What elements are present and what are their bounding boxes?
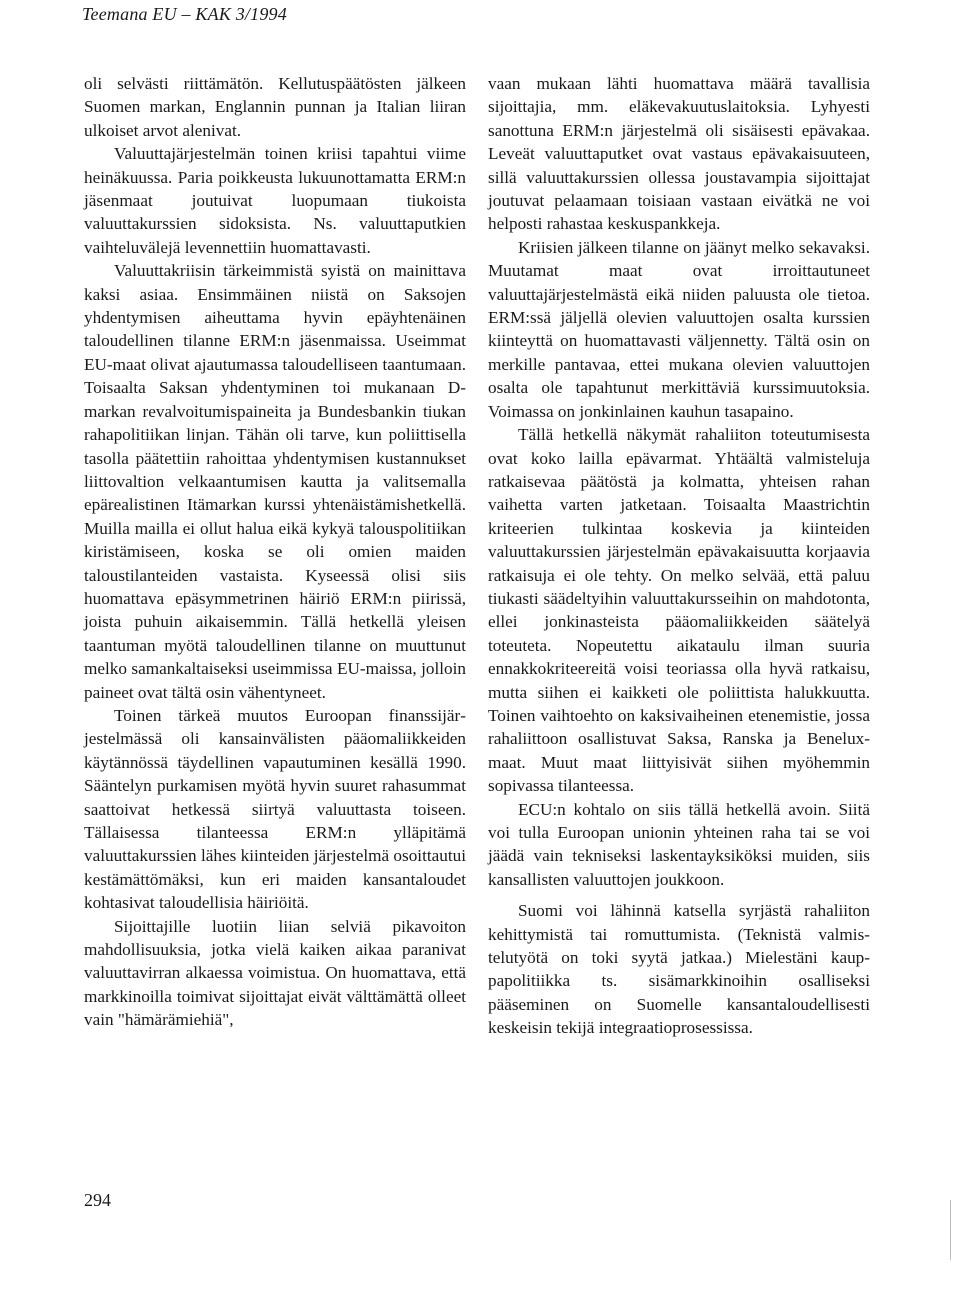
paragraph: Valuuttajärjestelmän toinen kriisi tapahtui viime heinäkuussa. Paria poikkeusta lukuunottamatta ERM:n jäsenmaat joutuivat luopumaan tiukoista valuuttakurssien sidoksista. Ns. valuuttaputkien vaihteluvälejä levennettiin huomattavasti. <box>84 144 466 257</box>
left-column <box>84 72 466 1032</box>
paragraph: oli selvästi riittämätön. Kellutuspäätösten jälkeen Suomen markan, Englannin punnan ja Italian liiran ulkoiset arvot alenivat. <box>84 74 466 140</box>
paragraph: vaan mukaan lähti huomattava määrä tavallisia sijoittajia, mm. eläkevakuutuslaitoksia. Lyhyesti sanottuna ERM:n järjestelmä oli sisäisesti epävakaa. Leveät valuuttaputket ovat vastaus epävakaisuuteen, sillä valuuttakurssien ollessa joustаvampia sijoittajat joutuvat pelaamaan toisiaan vastaan eivätkä ne voi helposti rahastaa keskuspankkeja. <box>488 74 870 234</box>
paragraph: Sijoittajille luotiin liian selviä pikavoiton mahdollisuuksia, jotka vielä kaiken aikaa paranivat valuuttavirran alkaessa voimistua. On huomattava, että markkinoilla toimivat sijoittajat eivät välttämättä olleet vain "hämärämiehiä", <box>84 916 466 1030</box>
scan-edge-mark <box>950 1200 951 1260</box>
paragraph: Valuuttakriisin tärkeimmistä syistä on mainittava kaksi asiaa. Ensimmäinen niistä on Saksojen yhdentymisen aiheuttama hyvin epäyhtenäinen taloudellinen tilanne ERM:n jäsenmaissa. Useimmat EU-maat olivat ajautumassa taloudelliseen taantumaan. Toisaalta Saksan yhdentyminen toi mukanaan D-markan revalvoitumispaineita ja Bundesbankin tiukan rahapolitiikan linjan. Tähän oli tarve, kun poliittisella tasolla päätettiin rahoittaa yhdentymisen kustannukset liittovaltion velkaantumisen kautta ja valitsemalla epärealistinen Itämarkan kurssi yhtenäistämishetkellä. Muilla mailla ei ollut halua eikä kykyä talouspolitiikan kiristämiseen, koska se oli omien maiden taloustilanteiden vastaista. Kyseessä olisi siis huomattava epäsymmetrinen häiriö ERM:n piirissä, joista puhuin aikaisemmin. Tällä hetkellä yleisen taantuman myötä taloudellinen tilanne on muuttunut melko samankaltaiseksi useimmissa EU-maissa, jolloin paineet ovat tältä osin vähentyneet. <box>84 261 466 702</box>
paragraph: Suomi voi lähinnä katsella syrjästä rahaliiton kehittymistä tai romuttumista. (Teknistä valmistelutyötä on toki syytä jatkaa.) Mielestäni kauppapolitiikka ts. sisämarkkinoihin osalliseksi pääseminen on Suomelle kansantaloudellisesti keskeisin tekijä integraatioprosessissa. <box>488 901 870 1038</box>
paragraph: ECU:n kohtalo on siis tällä hetkellä avoin. Siitä voi tulla Euroopan unionin yhteinen raha tai se voi jäädä vain tekniseksi laskentayksiköksi muiden, siis kansallisten valuuttojen joukkoon. <box>488 799 870 889</box>
running-header: Teemana EU – KAK 3/1994 <box>82 4 287 24</box>
right-column <box>488 72 870 1040</box>
paragraph: Tällä hetkellä näkymät rahaliiton toteutumisesta ovat koko lailla epävarmat. Yhtäältä valmisteluja ratkaisevaa päätöstä ja kolmatta, yhteisen rahan vaihetta varten jatketaan. Toisaalta Maastrichtin kriteerien tulkintaa koskevia ja kiinteiden valuuttakurssien järjestelmän epävakaisuutta korjaavia ratkaisuja ei ole tehty. On melko selvää, että paluu tiukasti säädeltyihin valuuttakursseihin on mahdotonta, ellei jonkinasteista pääomaliikkeiden säätelyä toteuteta. Nopeutettu aikataulu ilman suuria ennakkokriteereitä voisi teoriassa olla hyvä ratkaisu, mutta siihen ei kaikketi ole poliittista halukkuutta. Toinen vaihtoehto on kaksivaiheinen etenemistie, jossa rahaliittoon osallistuvat Saksa, Ranska ja Benelux-maat. Muut maat liittyisivät siihen myöhemmin sopivassa tilanteessa. <box>488 425 870 796</box>
page-number: 294 <box>84 1190 111 1210</box>
paragraph: Kriisien jälkeen tilanne on jäänyt melko sekavaksi. Muutamat maat ovat irroittautuneet valuuttajärjestelmästä eikä niiden paluusta ole tietoa. ERM:ssä jäljellä olevien valuuttojen osalta kurssien kiinteyttä on huomattavasti väljennetty. Tältä osin on merkille pantavaa, ettei mukana olevien valuuttojen osalta ole tapahtunut merkittäviä kurssimuutoksia. Voimassa on jonkinlainen kauhun tasapaino. <box>488 237 870 421</box>
paragraph: Toinen tärkeä muutos Euroopan finanssijärjestelmässä oli kansainvälisten pääomaliikkeiden käytännössä täydellinen vapautuminen kesällä 1990. Sääntelyn purkamisen myötä hyvin suuret rahasummat saattoivat hetkessä siirtyä valuuttasta toiseen. Tällaisessa tilanteessa ERM:n ylläpitämä valuuttakurssien lähes kiinteiden järjestelmä osoittautui kestämättömäksi, kun eri maiden kansantaloudet kohtasivat taloudellisia häiriöitä. <box>84 705 466 913</box>
